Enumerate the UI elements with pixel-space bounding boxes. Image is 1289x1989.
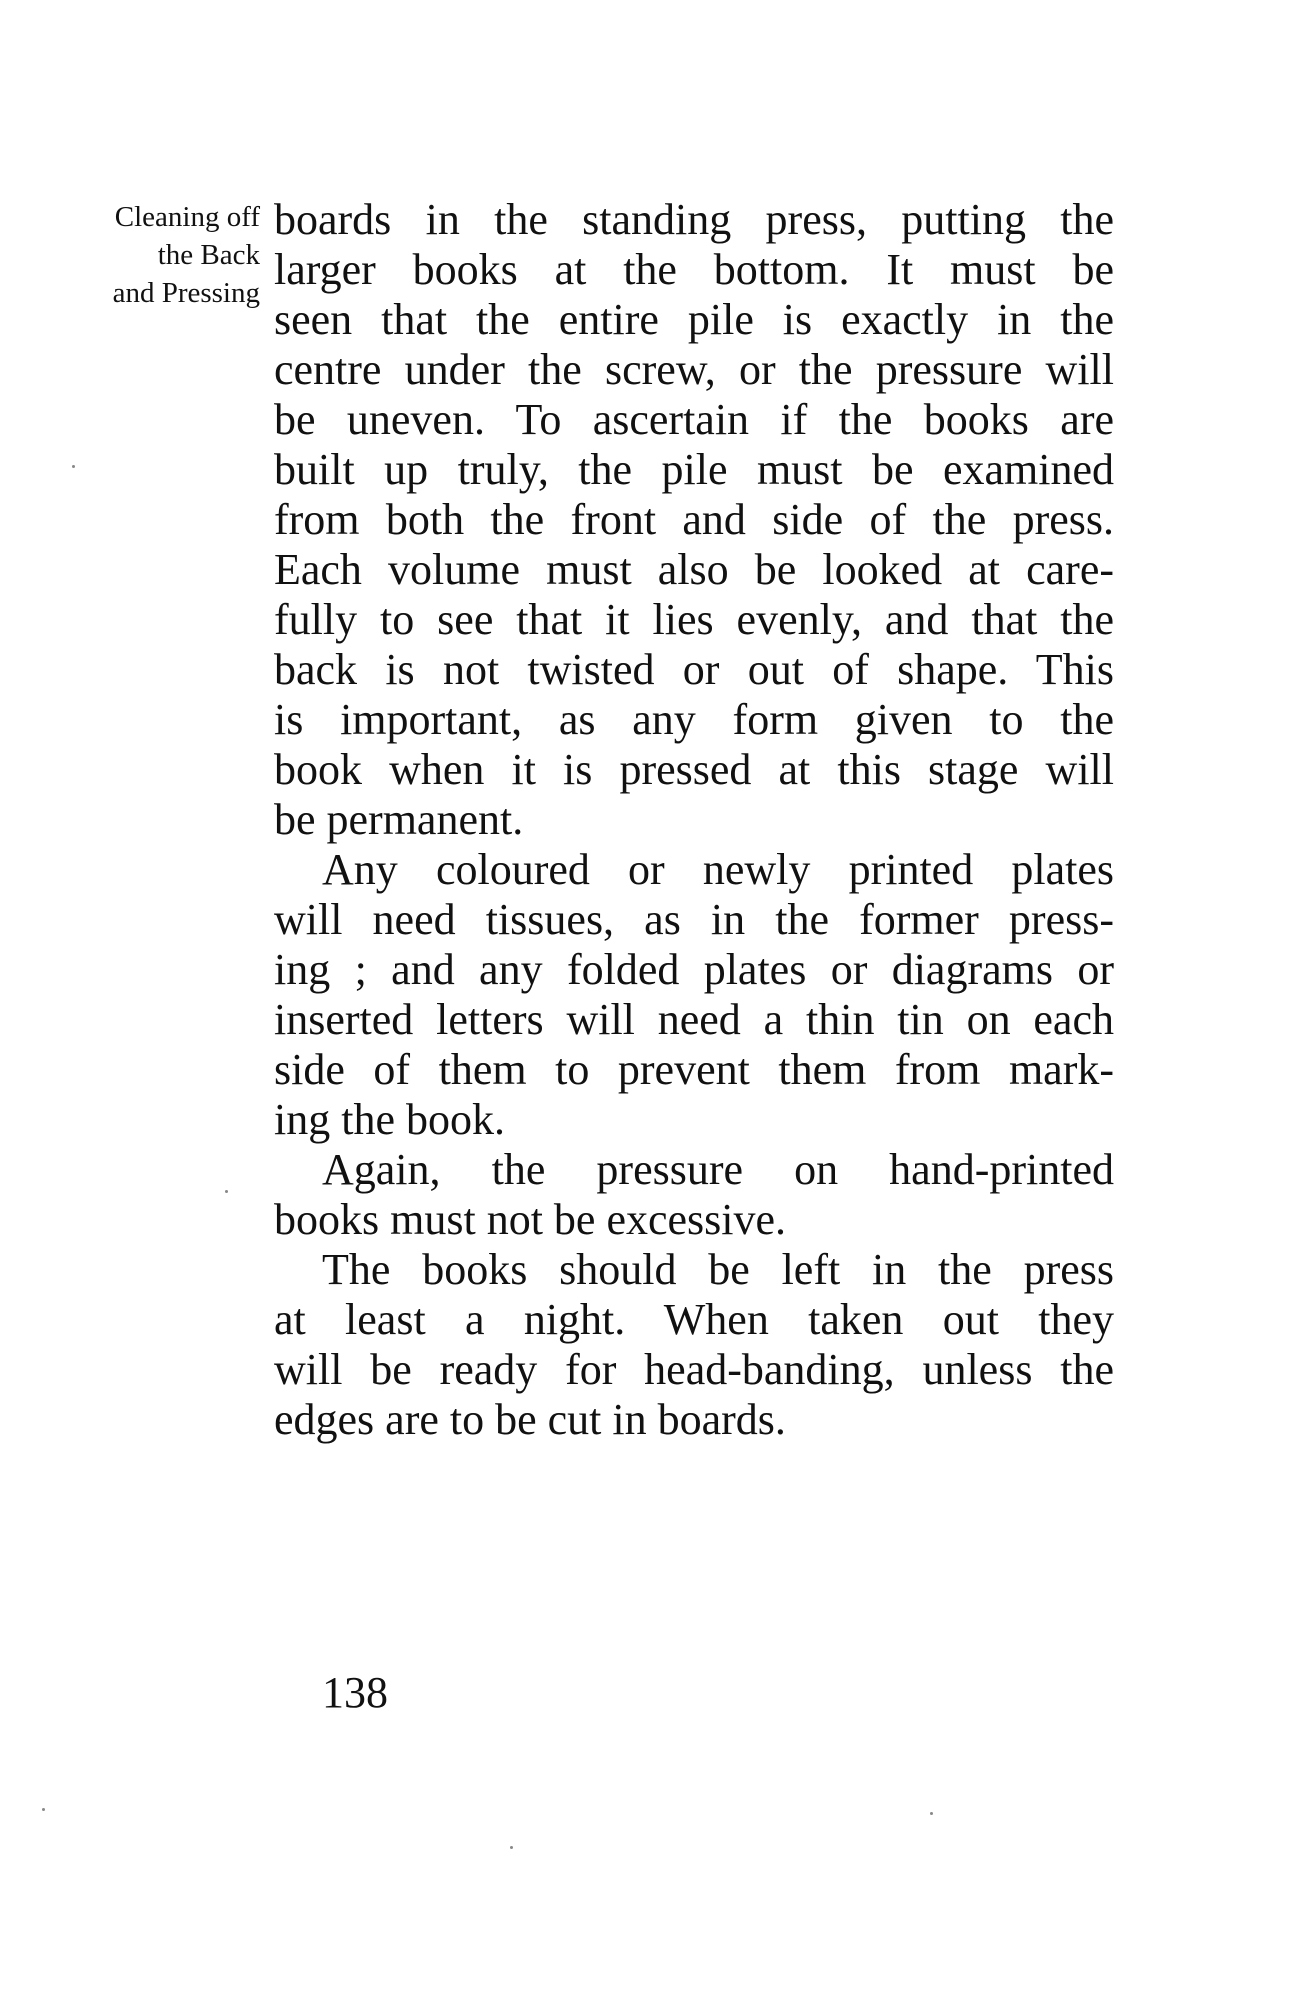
text-line: be uneven. To ascertain if the books are — [274, 395, 1114, 444]
text-line: boards in the standing press, putting the — [274, 195, 1114, 244]
text-line: inserted letters will need a thin tin on each — [274, 995, 1114, 1044]
scan-speck — [42, 1808, 45, 1811]
text-line: books must not be excessive. — [274, 1195, 787, 1244]
text-line: will be ready for head-banding, unless the — [274, 1345, 1114, 1394]
text-line: fully to see that it lies evenly, and that the — [274, 595, 1114, 644]
margin-note-line: Cleaning off — [114, 201, 260, 233]
text-line: be permanent. — [274, 795, 524, 844]
text-line: will need tissues, as in the former press- — [274, 895, 1114, 944]
text-line: back is not twisted or out of shape. This — [274, 645, 1114, 694]
margin-note — [30, 198, 260, 312]
text-line: from both the front and side of the press. — [274, 495, 1114, 544]
body-text — [274, 195, 1114, 1445]
text-line: Again, the pressure on hand-printed — [322, 1145, 1114, 1194]
text-line: Any coloured or newly printed plates — [322, 845, 1114, 894]
text-line: Each volume must also be looked at care- — [274, 545, 1114, 594]
text-line: edges are to be cut in boards. — [274, 1395, 786, 1444]
margin-note-line: the Back — [157, 239, 260, 271]
text-line: book when it is pressed at this stage will — [274, 745, 1114, 794]
margin-note-line: and Pressing — [112, 277, 260, 309]
text-line: is important, as any form given to the — [274, 695, 1114, 744]
text-line: larger books at the bottom. It must be — [274, 245, 1114, 294]
text-line: ing the book. — [274, 1095, 505, 1144]
scan-speck — [225, 1190, 228, 1193]
text-line: centre under the screw, or the pressure will — [274, 345, 1114, 394]
text-line: built up truly, the pile must be examined — [274, 445, 1114, 494]
text-line: at least a night. When taken out they — [274, 1295, 1114, 1344]
scan-speck — [72, 465, 75, 468]
scan-speck — [930, 1812, 933, 1815]
text-line: seen that the entire pile is exactly in the — [274, 295, 1114, 344]
text-line: The books should be left in the press — [322, 1245, 1114, 1294]
scan-speck — [510, 1846, 513, 1849]
text-line: side of them to prevent them from mark- — [274, 1045, 1114, 1094]
page-number: 138 — [322, 1668, 388, 1717]
text-line: ing ; and any folded plates or diagrams or — [274, 945, 1114, 994]
